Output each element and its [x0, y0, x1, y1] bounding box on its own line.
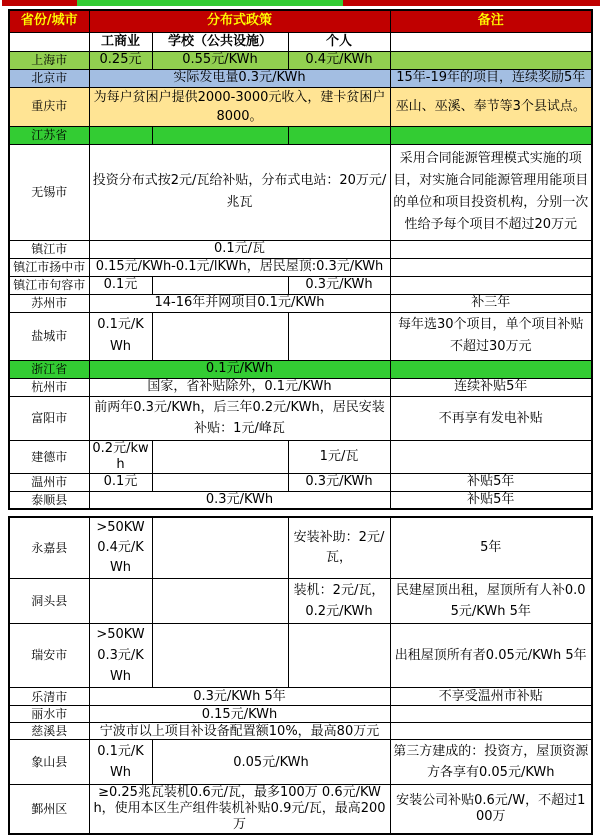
row-镇江市句容市-remark-cell [390, 276, 592, 294]
row-富阳市-policy-cell: 前两年0.3元/KWh，后三年0.2元/KWh，居民安装补贴：1元/峰瓦 [89, 396, 390, 440]
table-row-洞头县 [9, 579, 592, 624]
header-province-cell: 省份/城市 [9, 10, 89, 32]
table-row-无锡市 [9, 144, 592, 240]
table-row-永嘉县 [9, 517, 592, 579]
row-丽水市-remark-cell [390, 706, 592, 723]
table-row-建德市 [9, 440, 592, 473]
table-row-瑞安市 [9, 624, 592, 688]
table-row-盐城市 [9, 312, 592, 360]
row-上海市-policy-cell: 0.4元/KWh [288, 51, 390, 69]
row-建德市-province-cell: 建德市 [9, 440, 89, 473]
row-苏州市-policy-cell: 14-16年并网项目0.1元/KWh [89, 294, 390, 312]
row-建德市-remark-cell [390, 440, 592, 473]
row-鄞州区-policy-cell: ≥0.25兆瓦装机0.6元/瓦，最多100万 0.6元/KWh，使用本区生产组件装机补贴0.9元/瓦，最高200万 [89, 785, 390, 835]
row-重庆市-remark-cell: 巫山、巫溪、奉节等3个县试点。 [390, 87, 592, 126]
table-row-上海市 [9, 51, 592, 69]
table-row-象山县 [9, 740, 592, 785]
row-乐清市-remark-cell: 不享受温州市补贴 [390, 688, 592, 706]
table-row-镇江市 [9, 240, 592, 258]
row-浙江省-remark-cell [390, 360, 592, 378]
row-永嘉县-policy-cell: 安装补助：2元/瓦， [288, 517, 390, 579]
subheader-province-cell [9, 32, 89, 51]
row-镇江市-province-cell: 镇江市 [9, 240, 89, 258]
row-建德市-policy-cell: 1元/瓦 [288, 440, 390, 473]
table-row-江苏省 [9, 126, 592, 144]
row-江苏省-policy-cell [152, 126, 288, 144]
row-上海市-remark-cell [390, 51, 592, 69]
row-无锡市-remark-cell: 采用合同能源管理模式实施的项目，对实施合同能源管理用能项目的单位和项目投资机构，分别一次性给予每个项目不超过20万元 [390, 144, 592, 240]
row-镇江市-policy-cell: 0.1元/瓦 [89, 240, 390, 258]
row-镇江市-remark-cell [390, 240, 592, 258]
row-镇江市扬中市-province-cell: 镇江市扬中市 [9, 258, 89, 276]
row-瑞安市-remark-cell: 出租屋顶所有者0.05元/KWh 5年 [390, 624, 592, 688]
row-建德市-policy-cell: 0.2元/kwh [89, 440, 152, 473]
table-row-温州市 [9, 473, 592, 491]
row-江苏省-province-cell: 江苏省 [9, 126, 89, 144]
row-北京市-remark-cell: 15年-19年的项目，连续奖励5年 [390, 69, 592, 87]
row-北京市-province-cell: 北京市 [9, 69, 89, 87]
table-row-乐清市 [9, 688, 592, 706]
policy-table-area [0, 9, 605, 835]
row-温州市-policy-cell [152, 473, 288, 491]
table-row-泰顺县 [9, 491, 592, 509]
subheader-policy-cell: 学校（公共设施） [152, 32, 288, 51]
row-乐清市-province-cell: 乐清市 [9, 688, 89, 706]
row-瑞安市-province-cell: 瑞安市 [9, 624, 89, 688]
row-杭州市-policy-cell: 国家，省补贴除外，0.1元/KWh [89, 378, 390, 396]
row-瑞安市-policy-cell: >50KW0.3元/KWh [89, 624, 152, 688]
header-remark-cell: 备注 [390, 10, 592, 32]
strip-segment-red-left [2, 0, 77, 6]
row-泰顺县-remark-cell: 补贴5年 [390, 491, 592, 509]
row-泰顺县-province-cell: 泰顺县 [9, 491, 89, 509]
row-永嘉县-province-cell: 永嘉县 [9, 517, 89, 579]
row-洞头县-policy-cell: 装机：2元/瓦，0.2元/KWh [288, 579, 390, 624]
row-苏州市-remark-cell: 补三年 [390, 294, 592, 312]
row-永嘉县-policy-cell [152, 517, 288, 579]
strip-segment-red-right [343, 0, 600, 6]
policy-table-continued [8, 516, 593, 835]
row-乐清市-policy-cell: 0.3元/KWh 5年 [89, 688, 390, 706]
subheader-policy-cell: 工商业 [89, 32, 152, 51]
row-镇江市句容市-policy-cell: 0.1元 [89, 276, 152, 294]
row-江苏省-policy-cell [288, 126, 390, 144]
row-象山县-policy-cell: 0.05元/KWh [152, 740, 390, 785]
row-象山县-remark-cell: 第三方建成的：投资方，屋顶资源方各享有0.05元/KWh [390, 740, 592, 785]
row-温州市-policy-cell: 0.1元 [89, 473, 152, 491]
row-慈溪县-province-cell: 慈溪县 [9, 723, 89, 740]
row-盐城市-remark-cell: 每年选30个项目，单个项目补贴不超过30万元 [390, 312, 592, 360]
row-永嘉县-remark-cell: 5年 [390, 517, 592, 579]
row-永嘉县-policy-cell: >50KW0.4元/KWh [89, 517, 152, 579]
row-象山县-policy-cell: 0.1元/KWh [89, 740, 152, 785]
row-盐城市-policy-cell [288, 312, 390, 360]
row-苏州市-province-cell: 苏州市 [9, 294, 89, 312]
row-洞头县-policy-cell [152, 579, 288, 624]
row-盐城市-policy-cell: 0.1元/KWh [89, 312, 152, 360]
table-row-header-sub [9, 32, 592, 51]
table-row-浙江省 [9, 360, 592, 378]
row-鄞州区-remark-cell: 安装公司补贴0.6元/W，不超过100万 [390, 785, 592, 835]
row-杭州市-province-cell: 杭州市 [9, 378, 89, 396]
row-上海市-province-cell: 上海市 [9, 51, 89, 69]
row-丽水市-province-cell: 丽水市 [9, 706, 89, 723]
row-无锡市-province-cell: 无锡市 [9, 144, 89, 240]
table-row-header-main [9, 10, 592, 32]
row-浙江省-province-cell: 浙江省 [9, 360, 89, 378]
row-盐城市-policy-cell [152, 312, 288, 360]
row-建德市-policy-cell [152, 440, 288, 473]
row-江苏省-remark-cell [390, 126, 592, 144]
table-row-慈溪县 [9, 723, 592, 740]
row-镇江市扬中市-remark-cell [390, 258, 592, 276]
header-policy-cell: 分布式政策 [89, 10, 390, 32]
row-盐城市-province-cell: 盐城市 [9, 312, 89, 360]
table-row-镇江市扬中市 [9, 258, 592, 276]
row-无锡市-policy-cell: 投资分布式按2元/瓦给补贴，分布式电站：20万元/兆瓦 [89, 144, 390, 240]
row-慈溪县-policy-cell: 宁波市以上项目补设备配置额10%，最高80万元 [89, 723, 390, 740]
table-row-丽水市 [9, 706, 592, 723]
row-鄞州区-province-cell: 鄞州区 [9, 785, 89, 835]
row-杭州市-remark-cell: 连续补贴5年 [390, 378, 592, 396]
row-镇江市句容市-policy-cell [152, 276, 288, 294]
table-row-富阳市 [9, 396, 592, 440]
row-瑞安市-policy-cell [152, 624, 288, 688]
row-上海市-policy-cell: 0.55元/KWh [152, 51, 288, 69]
row-北京市-policy-cell: 实际发电量0.3元/KWh [89, 69, 390, 87]
row-温州市-province-cell: 温州市 [9, 473, 89, 491]
row-温州市-remark-cell: 补贴5年 [390, 473, 592, 491]
row-象山县-province-cell: 象山县 [9, 740, 89, 785]
subheader-remark-cell [390, 32, 592, 51]
row-洞头县-remark-cell: 民建屋顶出租，屋顶所有人补0.05元/KWh 5年 [390, 579, 592, 624]
row-富阳市-province-cell: 富阳市 [9, 396, 89, 440]
row-重庆市-province-cell: 重庆市 [9, 87, 89, 126]
row-瑞安市-policy-cell [288, 624, 390, 688]
cropped-row-remnant [2, 0, 605, 6]
row-泰顺县-policy-cell: 0.3元/KWh [89, 491, 390, 509]
table-row-重庆市 [9, 87, 592, 126]
row-洞头县-policy-cell [89, 579, 152, 624]
row-温州市-policy-cell: 0.3元/KWh [288, 473, 390, 491]
row-镇江市句容市-province-cell: 镇江市句容市 [9, 276, 89, 294]
row-镇江市句容市-policy-cell: 0.3元/KWh [288, 276, 390, 294]
row-镇江市扬中市-policy-cell: 0.15元/KWh-0.1元/lKWh，居民屋顶:0.3元/KWh [89, 258, 390, 276]
row-重庆市-policy-cell: 为每户贫困户提供2000-3000元收入，建卡贫困户8000。 [89, 87, 390, 126]
row-丽水市-policy-cell: 0.15元/KWh [89, 706, 390, 723]
subheader-policy-cell: 个人 [288, 32, 390, 51]
table-row-杭州市 [9, 378, 592, 396]
strip-segment-green-middle [77, 0, 343, 6]
row-浙江省-policy-cell: 0.1元/KWh [89, 360, 390, 378]
row-江苏省-policy-cell [89, 126, 152, 144]
row-上海市-policy-cell: 0.25元 [89, 51, 152, 69]
table-row-鄞州区 [9, 785, 592, 835]
row-富阳市-remark-cell: 不再享有发电补贴 [390, 396, 592, 440]
policy-table-main [8, 9, 593, 510]
table-row-镇江市句容市 [9, 276, 592, 294]
row-洞头县-province-cell: 洞头县 [9, 579, 89, 624]
table-row-北京市 [9, 69, 592, 87]
table-row-苏州市 [9, 294, 592, 312]
row-慈溪县-remark-cell [390, 723, 592, 740]
